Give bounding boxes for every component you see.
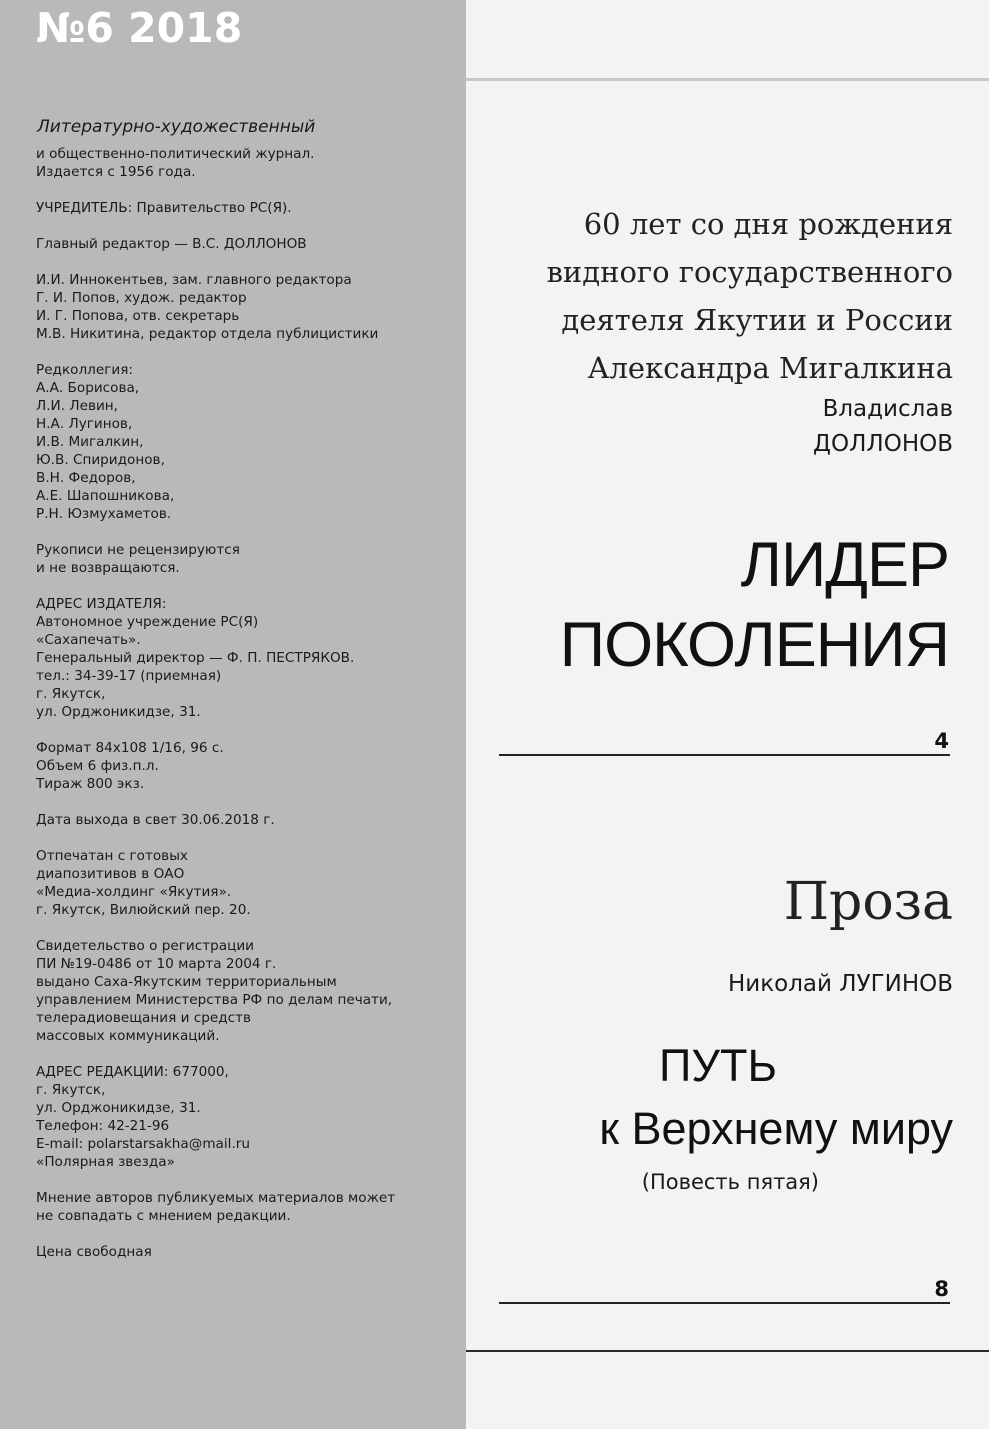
article1-title-line2: ПОКОЛЕНИЯ [559,610,949,680]
imprint-line: Н.А. Лугинов, [36,416,133,432]
imprint-line: диапозитивов в ОАО [36,866,185,882]
anniversary-line: деятеля Якутии и России [561,303,953,337]
imprint-line: Л.И. Левин, [36,398,118,414]
imprint-line: ул. Орджоникидзе, 31. [36,704,201,720]
imprint-line: Издается с 1956 года. [36,164,196,180]
article1-author [813,392,953,462]
imprint-line: Р.Н. Юзмухаметов. [36,506,172,522]
imprint-line: Г. И. Попов, худож. редактор [36,290,247,306]
article1-title[interactable] [560,525,949,685]
imprint-line: Дата выхода в свет 30.06.2018 г. [36,812,275,828]
imprint-line: г. Якутск, [36,686,106,702]
imprint-paragraph [36,1189,456,1225]
article2-title-line1[interactable]: ПУТЬ [659,1040,777,1091]
imprint-line: Генеральный директор — Ф. П. ПЕСТРЯКОВ. [36,650,355,666]
imprint-line: А.А. Борисова, [36,380,140,396]
anniversary-heading [513,200,953,392]
article2-title-line2[interactable]: к Верхнему миру [599,1103,953,1154]
anniversary-line: видного государственного [546,255,953,289]
imprint-line: В.Н. Федоров, [36,470,136,486]
imprint-paragraph [36,1243,456,1261]
imprint-paragraph [36,361,456,523]
imprint-paragraph [36,271,456,343]
imprint-line: Автономное учреждение РС(Я) [36,614,259,630]
imprint-line: телерадиовещания и средств [36,1010,251,1026]
imprint-line: УЧРЕДИТЕЛЬ: Правительство РС(Я). [36,200,292,216]
imprint-line: управлением Министерства РФ по делам печати, [36,992,393,1008]
imprint-line: И.И. Иннокентьев, зам. главного редактора [36,272,352,288]
imprint-paragraph [36,145,456,181]
imprint-line: «Полярная звезда» [36,1154,175,1170]
imprint-line: А.Е. Шапошникова, [36,488,175,504]
issue-number: №6 2018 [36,4,243,52]
imprint-line: тел.: 34-39-17 (приемная) [36,668,222,684]
article1-rule [499,754,950,756]
article2-subtitle: (Повесть пятая) [641,1170,819,1194]
imprint-line: и общественно-политический журнал. [36,146,315,162]
imprint-paragraph [36,847,456,919]
imprint-line: Объем 6 физ.п.л. [36,758,159,774]
imprint-line: массовых коммуникаций. [36,1028,220,1044]
anniversary-line: 60 лет со дня рождения [583,207,953,241]
imprint-line: г. Якутск, [36,1082,106,1098]
imprint-line: Телефон: 42-21-96 [36,1118,170,1134]
top-divider [466,78,989,81]
imprint-paragraph [36,541,456,577]
imprint-line: ул. Орджоникидзе, 31. [36,1100,201,1116]
imprint-paragraph [36,595,456,721]
article1-title-line1: ЛИДЕР [740,530,949,600]
journal-genre: Литературно-художественный [37,117,316,137]
imprint-line: Формат 84х108 1/16, 96 с. [36,740,224,756]
imprint-line: И.В. Мигалкин, [36,434,144,450]
imprint-paragraph [36,811,456,829]
imprint-line: ПИ №19-0486 от 10 марта 2004 г. [36,956,277,972]
imprint-line: Главный редактор — В.С. ДОЛЛОНОВ [36,236,307,252]
imprint-line: «Медиа-холдинг «Якутия». [36,884,232,900]
section-heading-prose: Проза [783,872,953,932]
imprint-line: Мнение авторов публикуемых материалов может [36,1190,396,1206]
imprint-line: И. Г. Попова, отв. секретарь [36,308,240,324]
article1-author-first: Владислав [822,396,953,422]
article2-rule [499,1302,950,1304]
article1-author-last: ДОЛЛОНОВ [813,431,953,457]
imprint-line: Тираж 800 экз. [36,776,145,792]
imprint-line: Цена свободная [36,1244,152,1260]
article2-author: Николай ЛУГИНОВ [728,971,953,997]
imprint-line: E-mail: polarstarsakha@mail.ru [36,1136,250,1152]
imprint-paragraph [36,235,456,253]
imprint-line: Свидетельство о регистрации [36,938,255,954]
imprint-paragraph [36,199,456,217]
imprint-line: АДРЕС ИЗДАТЕЛЯ: [36,596,167,612]
imprint-line: выдано Саха-Якутским территориальным [36,974,337,990]
imprint-line: Редколлегия: [36,362,133,378]
anniversary-line: Александра Мигалкина [587,351,953,385]
imprint-paragraph [36,1063,456,1171]
imprint-paragraph [36,937,456,1045]
imprint-text [36,145,456,1279]
bottom-divider [466,1350,989,1352]
imprint-line: М.В. Никитина, редактор отдела публицистики [36,326,379,342]
imprint-line: АДРЕС РЕДАКЦИИ: 677000, [36,1064,229,1080]
imprint-line: и не возвращаются. [36,560,180,576]
imprint-line: Ю.В. Спиридонов, [36,452,165,468]
imprint-line: Отпечатан с готовых [36,848,188,864]
imprint-line: не совпадать с мнением редакции. [36,1208,291,1224]
article1-page-number[interactable]: 4 [934,729,949,753]
imprint-line: г. Якутск, Вилюйский пер. 20. [36,902,251,918]
imprint-line: «Сахапечать». [36,632,141,648]
imprint-paragraph [36,739,456,793]
article2-page-number[interactable]: 8 [934,1277,949,1301]
imprint-line: Рукописи не рецензируются [36,542,240,558]
